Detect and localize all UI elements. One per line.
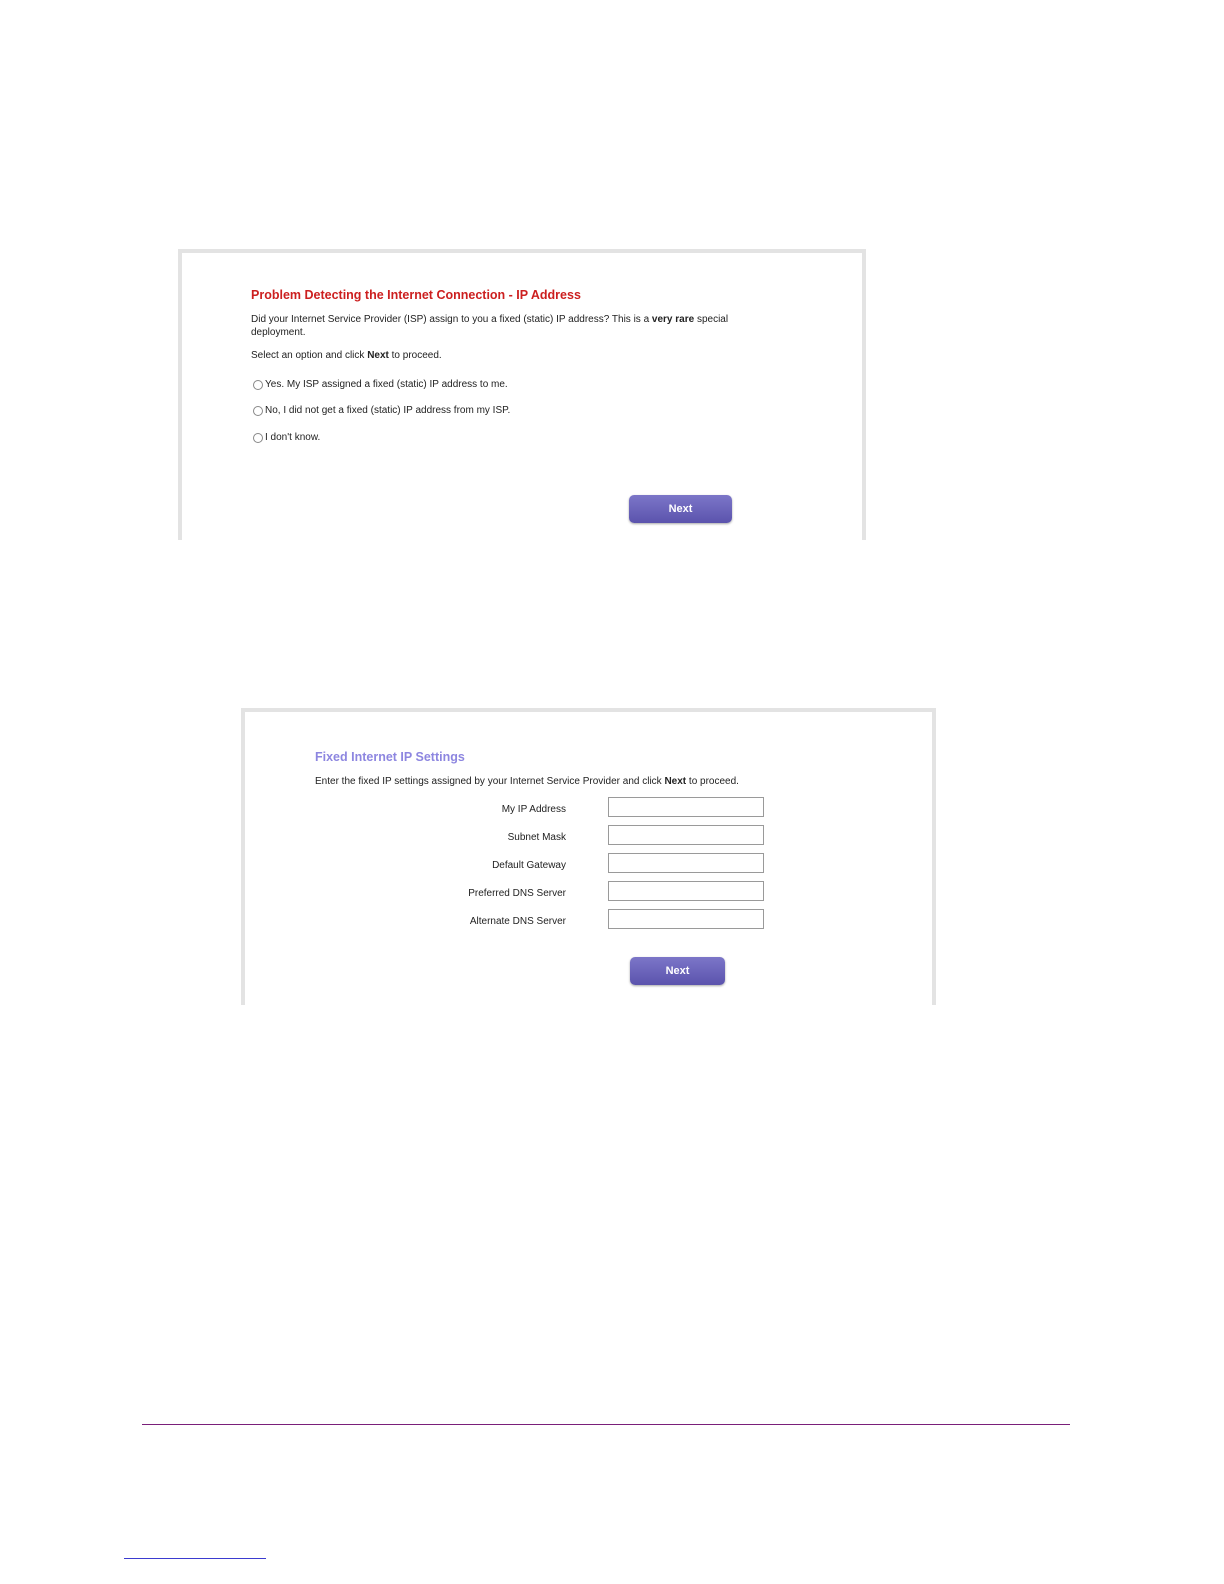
fixed-ip-settings-panel: [241, 708, 936, 1005]
radio-option-label: No, I did not get a fixed (static) IP address from my ISP.: [265, 405, 511, 416]
panel-description: [315, 776, 739, 787]
panel-title: Fixed Internet IP Settings: [315, 750, 465, 764]
instruction-text: Select an option and click: [251, 350, 368, 361]
subnet-mask-input[interactable]: [608, 825, 764, 845]
description-text-end: to proceed.: [686, 776, 739, 787]
preferred-dns-input[interactable]: [608, 881, 764, 901]
alternate-dns-input[interactable]: [608, 909, 764, 929]
radio-option-dont-know[interactable]: [253, 432, 320, 443]
ip-address-input[interactable]: [608, 797, 764, 817]
ip-address-label: My IP Address: [501, 804, 566, 815]
description-text: Did your Internet Service Provider (ISP) assign to you a fixed (static) IP address? This is a: [251, 314, 652, 325]
panel-title: Problem Detecting the Internet Connection - IP Address: [251, 288, 581, 302]
radio-option-label: Yes. My ISP assigned a fixed (static) IP address to me.: [265, 379, 508, 390]
description-text: Enter the fixed IP settings assigned by your Internet Service Provider and click: [315, 776, 665, 787]
subnet-mask-label: Subnet Mask: [507, 832, 566, 843]
radio-option-no[interactable]: [253, 405, 510, 416]
instruction-text-end: to proceed.: [388, 350, 442, 361]
description-emphasis: very rare: [651, 314, 695, 325]
description-text-end: special deployment.: [251, 314, 729, 338]
preferred-dns-label: Preferred DNS Server: [468, 888, 566, 899]
alternate-dns-label: Alternate DNS Server: [469, 916, 566, 927]
next-button[interactable]: Next: [629, 495, 732, 523]
footer-divider: [142, 1424, 1070, 1425]
description-emphasis: Next: [664, 776, 687, 787]
radio-option-label: I don't know.: [265, 432, 321, 443]
footer-link-underline: [124, 1558, 266, 1559]
radio-button-icon[interactable]: [253, 380, 263, 390]
panel-description: [251, 314, 776, 339]
instruction-emphasis: Next: [367, 350, 389, 361]
radio-button-icon[interactable]: [253, 406, 263, 416]
radio-button-icon[interactable]: [253, 433, 263, 443]
next-button[interactable]: Next: [630, 957, 725, 985]
radio-option-yes[interactable]: [253, 379, 508, 390]
default-gateway-label: Default Gateway: [492, 860, 566, 871]
default-gateway-input[interactable]: [608, 853, 764, 873]
panel-instruction: [251, 350, 442, 361]
ip-address-problem-panel: [178, 249, 866, 540]
